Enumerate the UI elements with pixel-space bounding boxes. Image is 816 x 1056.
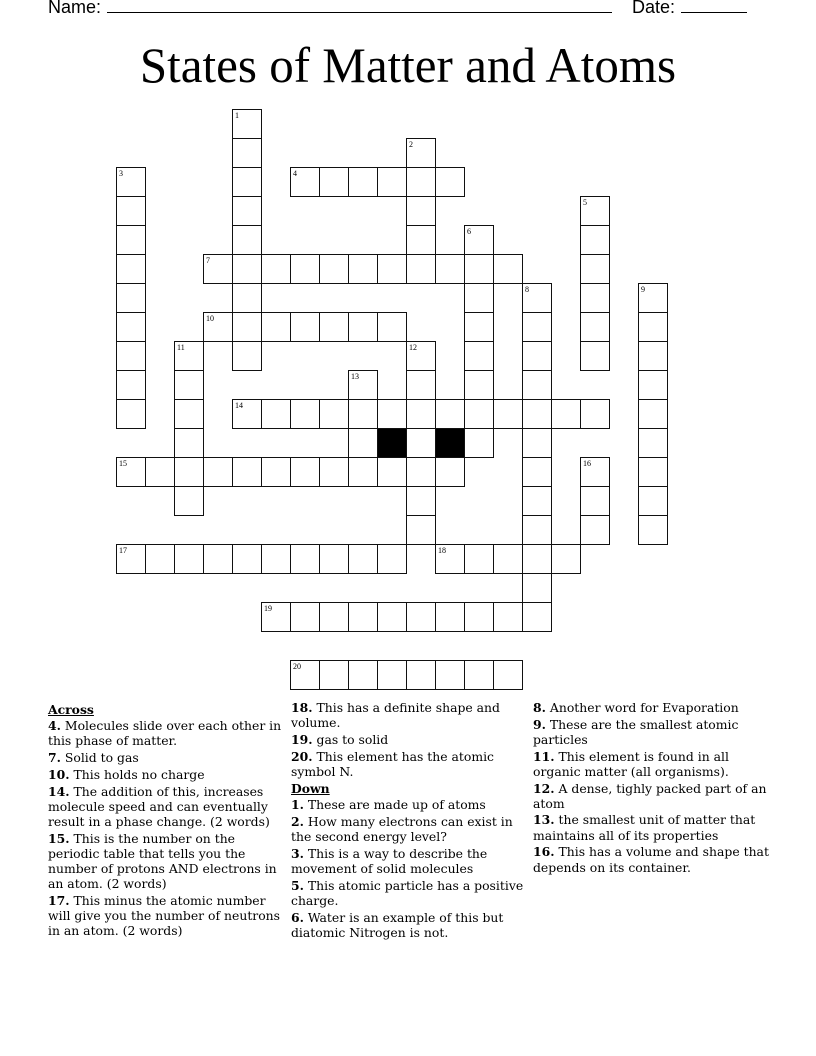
clue-number-label: 4 [293, 169, 297, 178]
crossword-cell[interactable] [348, 428, 378, 458]
crossword-cell[interactable] [406, 138, 436, 168]
crossword-cell[interactable] [203, 312, 233, 342]
crossword-cell[interactable] [406, 399, 436, 429]
crossword-cell[interactable] [406, 370, 436, 400]
crossword-cell[interactable] [580, 341, 610, 371]
crossword-cell[interactable] [319, 457, 349, 487]
name-field[interactable] [107, 0, 612, 13]
crossword-cell[interactable] [348, 602, 378, 632]
crossword-cell[interactable] [522, 312, 552, 342]
crossword-cell[interactable] [464, 283, 494, 313]
name-label: Name: [48, 0, 102, 17]
crossword-cell[interactable] [580, 486, 610, 516]
clue-number-label: 5 [583, 198, 587, 207]
crossword-cell[interactable] [522, 428, 552, 458]
crossword-cell[interactable] [435, 254, 465, 284]
page-title: States of Matter and Atoms [139, 37, 677, 93]
clue-down-16 [533, 844, 773, 874]
clue-text: Molecules slide over each other in this phase of matter. [48, 718, 282, 749]
clue-text: The addition of this, increases molecule speed and can eventually result in a phase change. (2 words) [48, 783, 270, 829]
clue-number-label: 10 [206, 314, 214, 323]
crossword-cell[interactable] [435, 602, 465, 632]
crossword-cell[interactable] [290, 660, 320, 690]
crossword-cell[interactable] [116, 544, 146, 574]
crossword-cell[interactable] [261, 312, 291, 342]
crossword-cell[interactable] [435, 399, 465, 429]
crossword-cell[interactable] [116, 399, 146, 429]
crossword-cell[interactable] [406, 196, 436, 226]
clue-down-6 [291, 910, 526, 940]
crossword-cell[interactable] [174, 428, 204, 458]
crossword-cell[interactable] [232, 196, 262, 226]
crossword-cell[interactable] [377, 312, 407, 342]
crossword-cell[interactable] [261, 602, 291, 632]
clue-number-label: 15 [119, 459, 127, 468]
clue-number: 20. [291, 748, 313, 764]
clue-text: This element has the atomic symbol N. [291, 748, 495, 779]
crossword-cell[interactable] [580, 196, 610, 226]
crossword-cell[interactable] [174, 457, 204, 487]
crossword-cell[interactable] [290, 544, 320, 574]
clue-text: gas to solid [316, 731, 389, 747]
crossword-cell[interactable] [116, 341, 146, 371]
crossword-cell[interactable] [464, 399, 494, 429]
clue-down-1 [291, 797, 526, 812]
crossword-cell[interactable] [377, 399, 407, 429]
clue-text: This atomic particle has a positive charge. [291, 877, 524, 908]
crossword-cell[interactable] [638, 515, 668, 545]
clue-number-label: 1 [235, 111, 239, 120]
crossword-cell[interactable] [464, 341, 494, 371]
crossword-cell[interactable] [174, 370, 204, 400]
crossword-cell[interactable] [638, 341, 668, 371]
crossword-cell[interactable] [580, 312, 610, 342]
clue-across-7 [48, 750, 283, 765]
crossword-cell[interactable] [464, 660, 494, 690]
down-heading: Down [291, 781, 330, 797]
clue-text: Water is an example of this but diatomic Nitrogen is not. [291, 909, 504, 940]
clue-text: Another word for Evaporation [549, 700, 739, 715]
clue-across-4 [48, 718, 283, 748]
clue-across-17 [48, 893, 283, 939]
clue-column-3 [533, 700, 773, 876]
clue-number-label: 6 [467, 227, 471, 236]
crossword-cell[interactable] [435, 457, 465, 487]
clue-number: 19. [291, 731, 313, 747]
crossword-cell[interactable] [638, 457, 668, 487]
crossword-cell[interactable] [290, 254, 320, 284]
clue-number: 17. [48, 892, 70, 908]
crossword-cell[interactable] [232, 312, 262, 342]
crossword-cell[interactable] [522, 370, 552, 400]
clue-text: This holds no charge [73, 766, 205, 782]
crossword-cell[interactable] [435, 660, 465, 690]
crossword-cell[interactable] [377, 167, 407, 197]
clue-number: 3. [291, 845, 304, 861]
crossword-cell[interactable] [580, 399, 610, 429]
crossword-cell[interactable] [522, 486, 552, 516]
crossword-cell[interactable] [261, 399, 291, 429]
clue-down-5 [291, 878, 526, 908]
clue-number: 14. [48, 783, 70, 799]
clue-down-12 [533, 781, 773, 811]
crossword-cell[interactable] [348, 544, 378, 574]
clue-text: These are made up of atoms [307, 797, 486, 813]
crossword-cell[interactable] [522, 283, 552, 313]
crossword-cell[interactable] [232, 138, 262, 168]
crossword-cell[interactable] [493, 660, 523, 690]
crossword-cell[interactable] [116, 283, 146, 313]
crossword-cell[interactable] [116, 254, 146, 284]
crossword-cell[interactable] [116, 457, 146, 487]
clue-across-14 [48, 784, 283, 830]
crossword-cell[interactable] [406, 225, 436, 255]
crossword-cell[interactable] [638, 399, 668, 429]
clue-number: 4. [48, 718, 61, 734]
clue-across-15 [48, 831, 283, 892]
crossword-cell[interactable] [145, 457, 175, 487]
crossword-cell[interactable] [174, 486, 204, 516]
crossword-cell[interactable] [406, 457, 436, 487]
clue-number: 7. [48, 750, 61, 766]
crossword-cell[interactable] [464, 602, 494, 632]
clue-number-label: 9 [641, 285, 645, 294]
crossword-cell[interactable] [261, 254, 291, 284]
clue-number-label: 11 [177, 343, 185, 352]
crossword-cell[interactable] [348, 312, 378, 342]
crossword-cell[interactable] [319, 167, 349, 197]
clue-number-label: 2 [409, 140, 413, 149]
black-square [435, 428, 465, 458]
clue-number: 18. [291, 700, 313, 715]
crossword-cell[interactable] [522, 341, 552, 371]
crossword-cell[interactable] [348, 370, 378, 400]
crossword-cell[interactable] [406, 341, 436, 371]
clue-number: 1. [291, 797, 304, 813]
crossword-cell[interactable] [116, 196, 146, 226]
clue-text: These are the smallest atomic particles [533, 716, 739, 747]
crossword-cell[interactable] [348, 254, 378, 284]
crossword-cell[interactable] [406, 660, 436, 690]
crossword-cell[interactable] [232, 457, 262, 487]
crossword-cell[interactable] [377, 457, 407, 487]
crossword-cell[interactable] [580, 283, 610, 313]
crossword-cell[interactable] [319, 660, 349, 690]
clue-down-11 [533, 749, 773, 779]
clue-number-label: 12 [409, 343, 417, 352]
clue-number-label: 18 [438, 546, 446, 555]
crossword-cell[interactable] [464, 544, 494, 574]
crossword-cell[interactable] [638, 428, 668, 458]
clue-number: 16. [533, 844, 555, 860]
crossword-cell[interactable] [435, 167, 465, 197]
crossword-cell[interactable] [580, 515, 610, 545]
crossword-cell[interactable] [116, 370, 146, 400]
clue-number: 15. [48, 830, 70, 846]
crossword-cell[interactable] [522, 515, 552, 545]
clue-text: the smallest unit of matter that maintains all of its properties [533, 812, 756, 843]
date-label: Date: [632, 0, 676, 17]
crossword-cell[interactable] [377, 544, 407, 574]
clue-number-label: 13 [351, 372, 359, 381]
clue-text: This is a way to describe the movement of solid molecules [291, 845, 488, 877]
crossword-cell[interactable] [290, 167, 320, 197]
clue-text: This minus the atomic number will give you the number of neutrons in an atom. (2 words) [48, 892, 281, 939]
clue-number-label: 19 [264, 604, 272, 613]
crossword-cell[interactable] [290, 399, 320, 429]
crossword-cell[interactable] [493, 254, 523, 284]
crossword-cell[interactable] [232, 225, 262, 255]
clue-text: This has a volume and shape that depends on its container. [533, 844, 769, 875]
crossword-cell[interactable] [232, 109, 262, 139]
crossword-cell[interactable] [551, 544, 581, 574]
crossword-cell[interactable] [232, 283, 262, 313]
clue-down-3 [291, 846, 526, 876]
crossword-cell[interactable] [348, 660, 378, 690]
crossword-cell[interactable] [290, 457, 320, 487]
crossword-cell[interactable] [174, 341, 204, 371]
crossword-cell[interactable] [493, 602, 523, 632]
crossword-cell[interactable] [232, 341, 262, 371]
clue-text: Solid to gas [64, 750, 139, 766]
crossword-cell[interactable] [319, 602, 349, 632]
black-square [377, 428, 407, 458]
crossword-cell[interactable] [406, 254, 436, 284]
crossword-cell[interactable] [377, 254, 407, 284]
date-field[interactable] [681, 0, 747, 13]
clue-across-20 [291, 749, 526, 779]
crossword-cell[interactable] [580, 254, 610, 284]
crossword-cell[interactable] [232, 167, 262, 197]
crossword-cell[interactable] [203, 254, 233, 284]
crossword-cell[interactable] [522, 457, 552, 487]
clue-number: 5. [291, 877, 304, 893]
crossword-cell[interactable] [261, 544, 291, 574]
clue-down-2 [291, 814, 526, 844]
crossword-cell[interactable] [464, 312, 494, 342]
clue-down-8 [533, 700, 773, 715]
clue-text: How many electrons can exist in the second energy level? [291, 813, 513, 845]
clue-column-2 [291, 700, 526, 942]
clue-number-label: 8 [525, 285, 529, 294]
name-date-line [48, 0, 768, 18]
clue-number: 12. [533, 780, 555, 796]
clue-text: This element is found in all organic matter (all organisms). [533, 748, 729, 779]
crossword-cell[interactable] [203, 457, 233, 487]
crossword-cell[interactable] [116, 312, 146, 342]
clue-number: 2. [291, 813, 304, 829]
crossword-cell[interactable] [638, 283, 668, 313]
crossword-cell[interactable] [493, 399, 523, 429]
crossword-cell[interactable] [319, 544, 349, 574]
crossword-cell[interactable] [290, 602, 320, 632]
clue-number: 9. [533, 716, 546, 732]
crossword-cell[interactable] [116, 225, 146, 255]
clue-number-label: 20 [293, 662, 301, 671]
crossword-cell[interactable] [464, 225, 494, 255]
clue-across-10 [48, 767, 283, 782]
crossword-cell[interactable] [377, 660, 407, 690]
crossword-cell[interactable] [522, 399, 552, 429]
crossword-cell[interactable] [551, 399, 581, 429]
clue-text: This has a definite shape and volume. [291, 700, 500, 731]
clue-number: 6. [291, 909, 304, 925]
crossword-cell[interactable] [145, 544, 175, 574]
crossword-cell[interactable] [406, 515, 436, 545]
clue-number-label: 16 [583, 459, 591, 468]
crossword-cell[interactable] [377, 602, 407, 632]
clue-number: 10. [48, 766, 70, 782]
crossword-cell[interactable] [174, 399, 204, 429]
crossword-cell[interactable] [464, 254, 494, 284]
clue-number-label: 17 [119, 546, 127, 555]
crossword-cell[interactable] [348, 167, 378, 197]
clue-down-13 [533, 812, 773, 842]
crossword-cell[interactable] [319, 399, 349, 429]
crossword-cell[interactable] [464, 428, 494, 458]
clue-text: A dense, tighly packed part of an atom [533, 780, 767, 811]
crossword-cell[interactable] [406, 428, 436, 458]
crossword-cell[interactable] [203, 544, 233, 574]
crossword-cell[interactable] [522, 602, 552, 632]
across-heading: Across [48, 702, 94, 717]
crossword-cell[interactable] [638, 312, 668, 342]
clue-across-18 [291, 700, 526, 730]
clue-text: This is the number on the periodic table that tells you the number of protons AND electrons in an atom. (2 words) [48, 830, 277, 892]
clue-number-label: 7 [206, 256, 210, 265]
crossword-cell[interactable] [580, 225, 610, 255]
clue-number: 11. [533, 748, 555, 764]
clue-across-19 [291, 732, 526, 747]
crossword-cell[interactable] [464, 370, 494, 400]
clue-number-label: 14 [235, 401, 243, 410]
crossword-cell[interactable] [116, 167, 146, 197]
crossword-cell[interactable] [493, 544, 523, 574]
crossword-cell[interactable] [406, 602, 436, 632]
crossword-cell[interactable] [435, 544, 465, 574]
crossword-cell[interactable] [348, 399, 378, 429]
clue-number: 8. [533, 700, 546, 715]
crossword-cell[interactable] [638, 370, 668, 400]
crossword-cell[interactable] [290, 312, 320, 342]
crossword-cell[interactable] [406, 486, 436, 516]
crossword-cell[interactable] [232, 399, 262, 429]
crossword-cell[interactable] [319, 254, 349, 284]
crossword-cell[interactable] [522, 544, 552, 574]
crossword-cell[interactable] [232, 254, 262, 284]
crossword-cell[interactable] [174, 544, 204, 574]
clue-column-1 [48, 700, 283, 940]
clue-number-label: 3 [119, 169, 123, 178]
crossword-cell[interactable] [348, 457, 378, 487]
crossword-cell[interactable] [580, 457, 610, 487]
crossword-cell[interactable] [261, 457, 291, 487]
clue-number: 13. [533, 812, 555, 828]
crossword-cell[interactable] [232, 544, 262, 574]
crossword-cell[interactable] [406, 167, 436, 197]
crossword-cell[interactable] [638, 486, 668, 516]
crossword-cell[interactable] [522, 573, 552, 603]
clue-down-9 [533, 717, 773, 747]
crossword-cell[interactable] [319, 312, 349, 342]
